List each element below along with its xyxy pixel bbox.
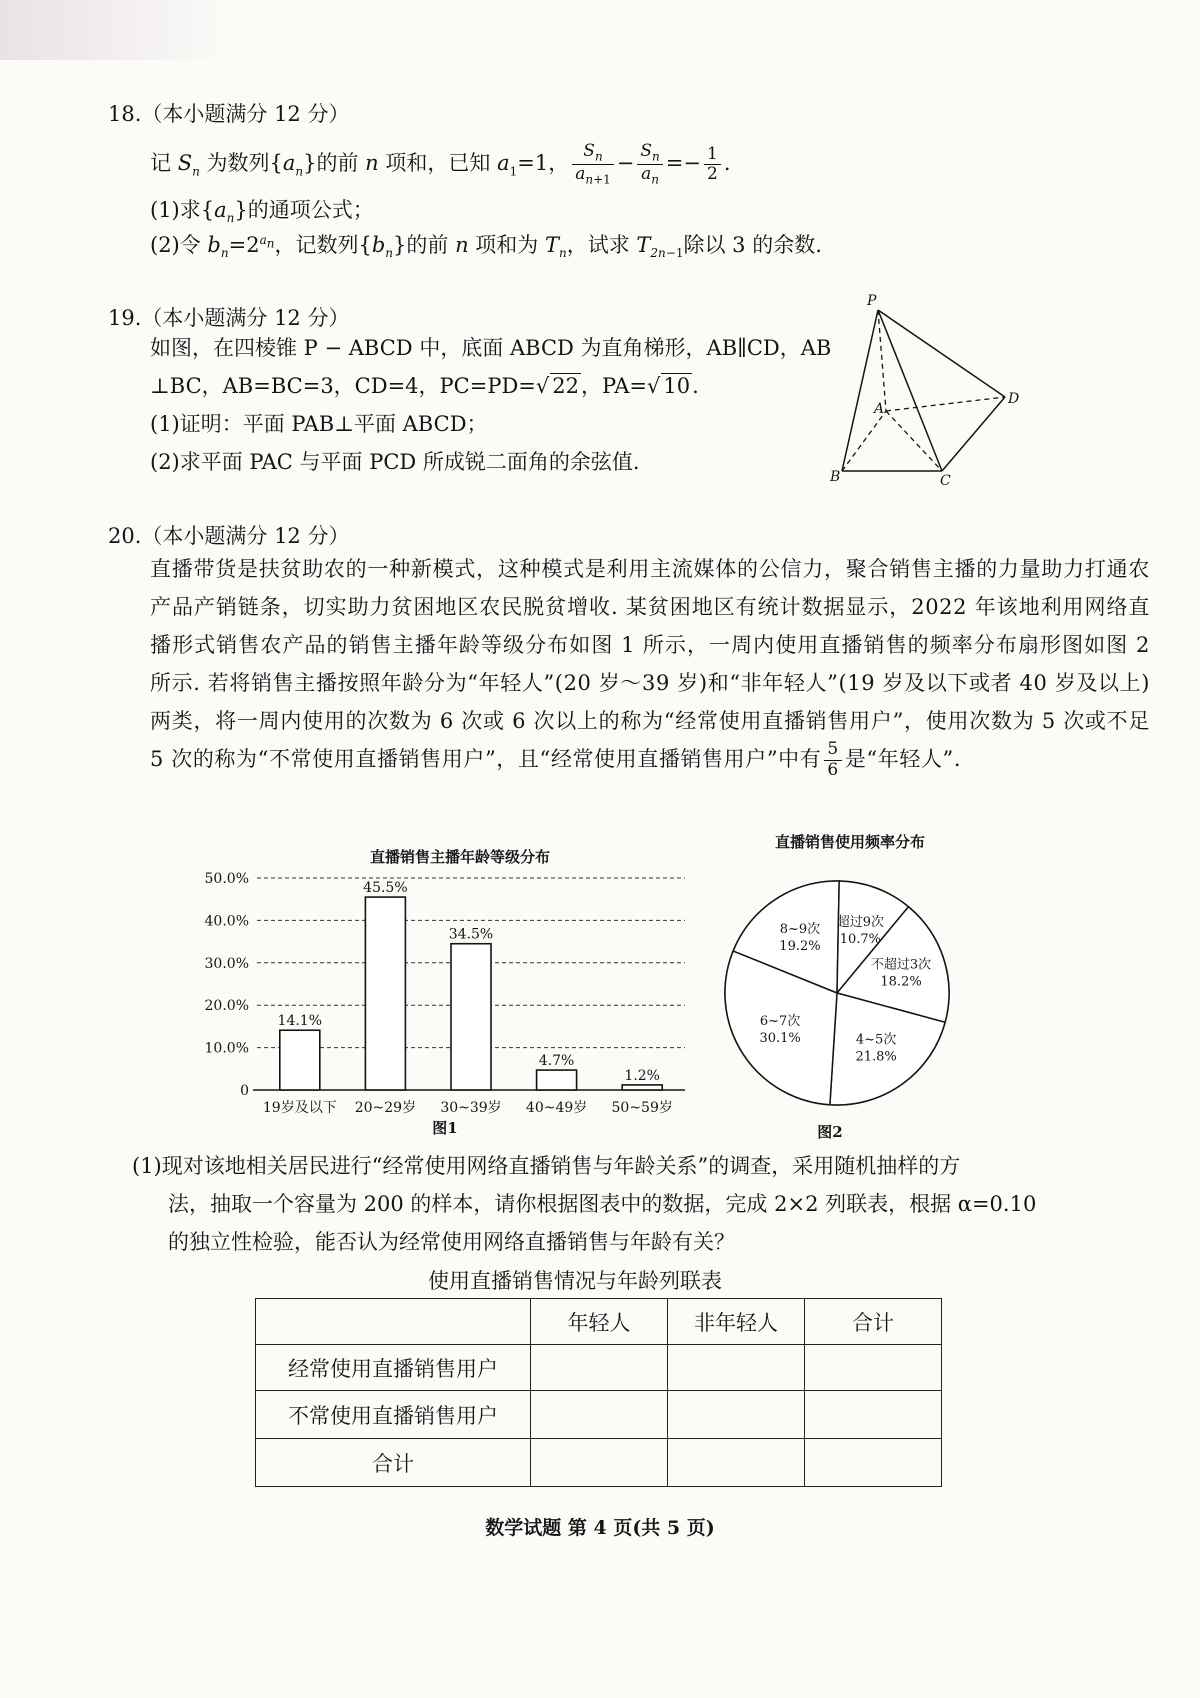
pie-chart [715, 825, 985, 1145]
bar-ytick-label: 50.0% [204, 871, 249, 887]
bar [365, 897, 405, 1090]
table-header-cell: 年轻人 [531, 1299, 668, 1345]
bar-value-label: 34.5% [448, 926, 494, 943]
q20-part1-line3: 的独立性检验，能否认为经常使用网络直播销售与年龄有关？ [168, 1230, 735, 1254]
label-d: D [1008, 391, 1020, 407]
table-cell[interactable] [805, 1391, 942, 1439]
bar-value-label: 45.5% [363, 880, 408, 897]
q20-part1-line1: (1)现对该地相关居民进行“经常使用网络直播销售与年龄关系”的调查，采用随机抽样的方 [132, 1154, 961, 1178]
pie-slice-label: 超过9次 [836, 915, 885, 931]
table-cell[interactable] [668, 1391, 805, 1439]
table-cell[interactable] [668, 1345, 805, 1391]
bar-ytick-label: 40.0% [204, 913, 249, 930]
bar [451, 944, 491, 1090]
contingency-table [255, 1298, 942, 1487]
bar-category-label: 30~39岁 [440, 1100, 502, 1116]
bar [280, 1030, 320, 1090]
label-a: A [874, 401, 885, 417]
table-header-cell: 合计 [805, 1299, 942, 1345]
bar-chart-bars [278, 880, 663, 1090]
table-cell[interactable] [531, 1391, 668, 1439]
q18-heading: 18.（本小题满分 12 分） [108, 102, 350, 126]
table-header-row [256, 1299, 942, 1345]
bar-value-label: 14.1% [277, 1013, 323, 1030]
table-row [256, 1391, 942, 1439]
bar-value-label: 4.7% [538, 1053, 575, 1070]
table-row-label: 合计 [256, 1439, 531, 1487]
bar-category-label: 40~49岁 [525, 1100, 588, 1116]
q19-part2: (2)求平面 PAC 与平面 PCD 所成锐二面角的余弦值. [150, 450, 640, 474]
q19-heading: 19.（本小题满分 12 分） [108, 306, 350, 330]
q19-stem-line2: ⊥BC，AB=BC=3，CD=4，PC=PD=√ 22，PA=√ 10. [150, 374, 699, 398]
page-footer: 数学试题 第 4 页(共 5 页) [485, 1517, 715, 1539]
table-row-label: 经常使用直播销售用户 [256, 1345, 531, 1391]
table-header-cell: 非年轻人 [668, 1299, 805, 1345]
label-p: P [867, 293, 877, 309]
pie-slice-value: 21.8% [855, 1049, 897, 1065]
pie-slice-label: 8~9次 [779, 921, 821, 937]
table-cell[interactable] [805, 1345, 942, 1391]
pyramid-figure [830, 285, 1030, 485]
bar-value-label: 1.2% [624, 1067, 660, 1084]
bar-chart-caption: 图1 [432, 1119, 458, 1137]
pie-slice-label: 不超过3次 [870, 957, 932, 973]
bar-chart [195, 840, 715, 1140]
scan-artifact [0, 0, 230, 60]
bar [537, 1070, 577, 1090]
bar-ytick-label: 0 [240, 1083, 249, 1099]
table-cell[interactable] [531, 1439, 668, 1487]
bar-ytick-label: 30.0% [204, 955, 249, 972]
label-b: B [830, 469, 841, 485]
table-row [256, 1439, 942, 1487]
table-row [256, 1345, 942, 1391]
table-header-cell [256, 1299, 531, 1345]
q19-stem-line1: 如图，在四棱锥 P − ABCD 中，底面 ABCD 为直角梯形，AB∥CD，AB [150, 336, 832, 360]
table-cell[interactable] [805, 1439, 942, 1487]
bar-category-label: 20~29岁 [354, 1100, 417, 1116]
bar-ytick-label: 20.0% [204, 998, 249, 1015]
bar [622, 1085, 662, 1090]
table-title: 使用直播销售情况与年龄列联表 [428, 1269, 722, 1293]
q20-part1-line2: 法，抽取一个容量为 200 的样本，请你根据图表中的数据，完成 2×2 列联表，根据 α=0.10 [168, 1192, 1037, 1216]
pie-chart-caption: 图2 [817, 1123, 843, 1141]
q20-body: 直播带货是扶贫助农的一种新模式，这种模式是利用主流媒体的公信力，聚合销售主播的力量助力打通农产品产销链条，切实助力贫困地区农民脱贫增收. 某贫困地区有统计数据显示，2022 年该地利用网络直播形式销售农产品的销售主播年龄等级分布如图 1 所示，一周内使用直播销售的频率分布扇形图如图 2 所示. 若将销售主播按照年龄分为“年轻人”(20 岁～39 岁)和“非年轻人”(19 岁及以下或者 40 岁及以上)两类，将一周内使用的次数为 6 次或 6 次以上的称为“经常使用直播销售用户”，使用次数为 5 次或不足 5 次的称为“不常使用直播销售用户”，且“经常使用直播销售用户”中有 $\frac{5}{6}$ 是“年轻人”. [150, 557, 1150, 780]
bar-ytick-label: 10.0% [204, 1040, 249, 1057]
pie-slice-value: 30.1% [759, 1030, 801, 1046]
bar-chart-xlabels [263, 1099, 673, 1116]
q18-part1: (1)求$\{a_n\}$的通项公式； [150, 198, 374, 226]
table-cell[interactable] [531, 1345, 668, 1391]
q18-part2: (2)令 $b_n=2^{a_n}$，记数列$\{b_n\}$的前 n 项和为 $T_n$，试求 $T_{2n-1}$除以 3 的余数. [150, 233, 822, 261]
pie-slice-label: 6~7次 [759, 1013, 801, 1029]
bar-category-label: 19岁及以下 [262, 1100, 337, 1116]
pie-slice-value: 19.2% [779, 938, 821, 954]
q18-stem: 记 $S_n$ 为数列$\{a_n\}$的前 n 项和，已知 $a_1=1$， $\frac{S_n}{a_{n+1}}$ − $\frac{S_n}{a_n}$ =− $\frac{1}{2}$ . [150, 141, 731, 187]
bar-chart-title: 直播销售主播年龄等级分布 [369, 848, 551, 866]
pie-chart-title: 直播销售使用频率分布 [774, 833, 926, 851]
pie-slice-value: 18.2% [880, 974, 922, 990]
bar-chart-yticks [205, 871, 249, 1099]
bar-category-label: 50~59岁 [611, 1100, 673, 1116]
pie-slice-label: 4~5次 [855, 1032, 897, 1048]
table-cell[interactable] [668, 1439, 805, 1487]
pie-slice-value: 10.7% [839, 932, 882, 948]
label-c: C [940, 473, 951, 485]
q20-heading: 20.（本小题满分 12 分） [108, 524, 350, 548]
table-row-label: 不常使用直播销售用户 [256, 1391, 531, 1439]
q19-part1: (1)证明：平面 PAB⊥平面 ABCD； [150, 412, 488, 436]
